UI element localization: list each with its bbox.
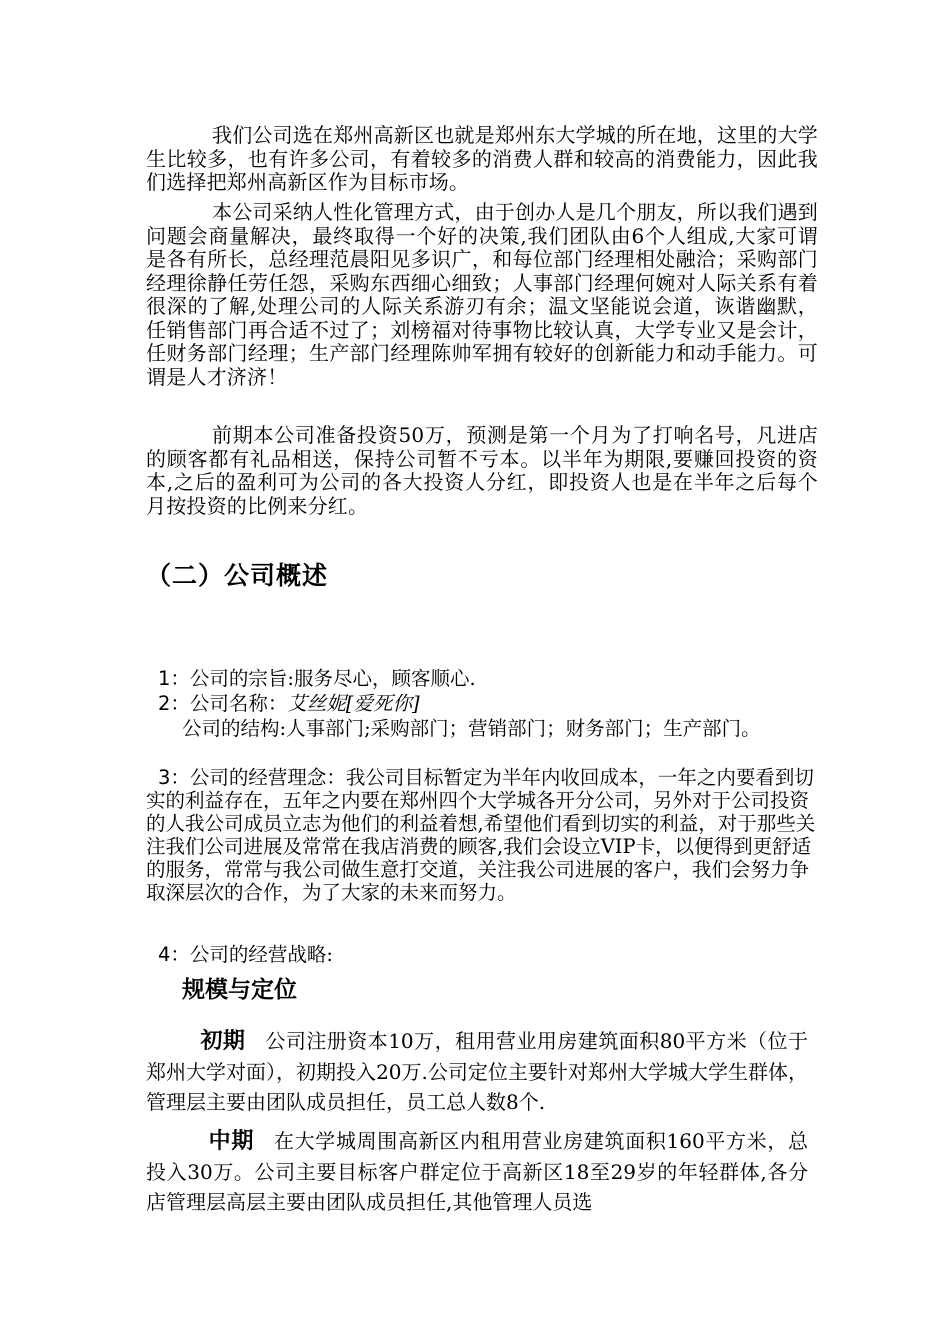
item-concept-text: 我公司目标暂定为半年内收回成本，一年之内要看到切实的利益存在，五年之内要在郑州四个大学城各开分公司，另外对于公司投资的人我公司成员立志为他们的利益着想,希望他们看到切实的利益，对于那些关注我们公司进展及常常在我店消费的顾客,我们会设立VIP卡，以便得到更舒适的服务，常常与我公司做生意打交道，关注我公司进展的客户，我们会努力争取深层次的合作，为了大家的未来而努力。: [146, 766, 816, 904]
item-purpose-label: 1：公司的宗旨: [158, 667, 288, 690]
phase-initial-text: 公司注册资本10万，租用营业用房建筑面积80平方米（位于郑州大学对面），初期投入20万.公司定位主要针对郑州大学城大学生群体，管理层主要由团队成员担任，员工总人数8个.: [146, 1029, 808, 1114]
item-name-label: 2：公司名称：: [158, 692, 288, 715]
section-heading-company-overview: （二）公司概述: [146, 561, 329, 590]
item-strategy: [146, 943, 818, 966]
item-concept: [146, 766, 818, 904]
item-purpose: [146, 667, 818, 690]
paragraph-investment: 前期本公司准备投资50万，预测是第一个月为了打响名号，凡进店的顾客都有礼品相送，保持公司暂不亏本。以半年为期限,要赚回投资的资本,之后的盈利可为公司的各大投资人分红，即投资人也是在半年之后每个月按投资的比例来分红。: [146, 423, 818, 518]
phase-initial: [146, 1026, 808, 1117]
item-concept-label: 3：公司的经营理念：: [158, 766, 346, 789]
item-strategy-label: 4：公司的经营战略: [158, 943, 327, 966]
subheading-scale-positioning: 规模与定位: [182, 977, 297, 1003]
phase-initial-label: 初期: [200, 1029, 246, 1054]
item-structure: [146, 717, 818, 740]
item-structure-label: 公司的结构: [182, 717, 280, 740]
paragraph-management: 本公司采纳人性化管理方式，由于创办人是几个朋友，所以我们遇到问题会商量解决，最终取得一个好的决策,我们团队由6个人组成,大家可谓是各有所长，总经理范晨阳见多识广，和每位部门经理相处融洽；采购部门经理徐静任劳任怨，采购东西细心细致；人事部门经理何婉对人际关系有着很深的了解,处理公司的人际关系游刃有余；温文坚能说会道，诙谐幽默，任销售部门再合适不过了；刘榜福对待事物比较认真，大学专业又是会计，任财务部门经理；生产部门经理陈帅军拥有较好的创新能力和动手能力。可谓是人才济济！: [146, 200, 818, 389]
phase-middle-text: 在大学城周围高新区内租用营业房建筑面积160平方米，总投入30万。公司主要目标客户群定位于高新区18至29岁的年轻群体,各分店管理层高层主要由团队成员担任,其他管理人员选: [146, 1129, 808, 1214]
item-structure-text: :人事部门;采购部门；营销部门；财务部门；生产部门。: [279, 717, 761, 740]
item-purpose-text: :服务尽心，顾客顺心.: [287, 667, 476, 690]
item-name: [146, 692, 818, 715]
phase-middle-label: 中期: [208, 1129, 254, 1154]
phase-middle: [146, 1126, 808, 1217]
paragraph-target-market: 我们公司选在郑州高新区也就是郑州东大学城的所在地，这里的大学生比较多，也有许多公司，有着较多的消费人群和较高的消费能力，因此我们选择把郑州高新区作为目标市场。: [146, 123, 818, 194]
item-strategy-text: :: [326, 943, 333, 966]
item-name-text: 艾丝妮[爱死你]: [287, 692, 420, 715]
